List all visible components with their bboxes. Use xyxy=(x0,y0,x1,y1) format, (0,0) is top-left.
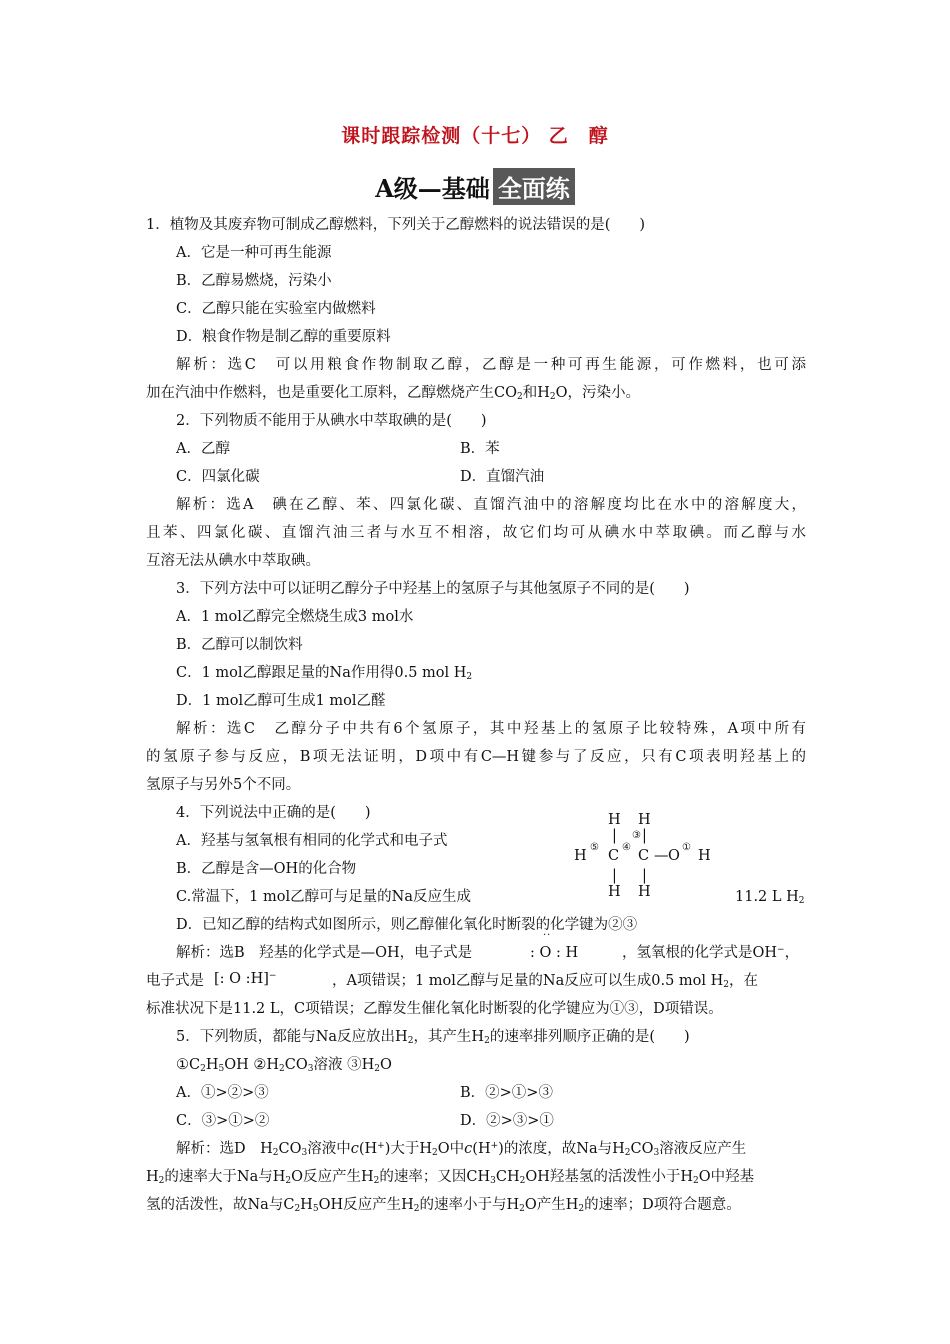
q4-option-c-tail: 11.2 L $H_2$ xyxy=(735,889,805,906)
q1-analysis-line1: 解析：选C 可以用粮食作物制取乙醇，乙醇是一种可再生能源，可作燃料，也可添 xyxy=(176,357,806,373)
level-badge: 全面练 xyxy=(493,168,575,205)
q2-option-c: C．四氯化碳 xyxy=(176,469,260,485)
q1-option-d: D．粮食作物是制乙醇的重要原料 xyxy=(176,329,391,345)
q1-option-b: B．乙醇易燃烧，污染小 xyxy=(176,273,332,289)
q2-option-d: D．直馏汽油 xyxy=(460,469,545,485)
q3-analysis-line3: 氢原子与另外5个不同。 xyxy=(146,777,301,793)
page-title: 课时跟踪检测（十七） 乙 醇 xyxy=(341,125,609,147)
q1-analysis-line2: 加在汽油中作燃料，也是重要化工原料，乙醇燃烧产生$CO_2$和$H_2O$，污染小。 xyxy=(146,385,640,402)
q5-items: $①C_2H_5OH$ $②H_2CO_3$溶液 $③H_2O$ xyxy=(176,1057,392,1074)
q4-option-c: C.常温下，1 mol乙醇可与足量的Na反应生成 xyxy=(176,889,471,905)
q2-option-b: B．苯 xyxy=(460,441,500,457)
q1-stem: 1．植物及其废弃物可制成乙醇燃料，下列关于乙醇燃料的说法错误的是( ) xyxy=(146,217,646,233)
q3-analysis-line1: 解析：选C 乙醇分子中共有6个氢原子，其中羟基上的氢原子比较特殊，A项中所有 xyxy=(176,721,806,737)
q4-analysis-line2a: 电子式是 xyxy=(146,973,204,989)
q2-analysis-line1: 解析：选A 碘在乙醇、苯、四氯化碳、直馏汽油中的溶解度均比在水中的溶解度大， xyxy=(176,497,806,513)
q5-analysis-line3: 氢的活泼性，故Na与$C_2H_5OH$反应产生$H_2$的速率小于与$H_2O$产生$H_2$的速率；D项符合题意。 xyxy=(146,1197,741,1214)
q3-analysis-line2: 的氢原子参与反应，B项无法证明，D项中有C—H键参与了反应，只有C项表明羟基上的 xyxy=(146,749,806,765)
level-prefix: A级—基础 xyxy=(375,174,490,203)
q1-option-a: A．它是一种可再生能源 xyxy=(176,245,332,261)
q5-option-b: B．②>①>③ xyxy=(460,1085,553,1101)
hydroxide-electron-formula: [: O :H]− xyxy=(214,971,277,987)
q4-option-b: B．乙醇是含—OH的化合物 xyxy=(176,861,357,877)
q4-analysis-line1a: 解析：选B 羟基的化学式是—OH，电子式是 xyxy=(176,945,473,961)
q4-option-d: D．已知乙醇的结构式如图所示，则乙醇催化氧化时断裂的化学键为②③ xyxy=(176,917,638,933)
q3-stem: 3．下列方法中可以证明乙醇分子中羟基上的氢原子与其他氢原子不同的是( ) xyxy=(176,581,690,597)
q4-analysis-line2b: ，A项错误；1 mol乙醇与足量的Na反应可以生成0.5 mol $H_2$，在 xyxy=(332,973,759,990)
q2-option-a: A．乙醇 xyxy=(176,441,230,457)
oh-electron-dots-top: ·· xyxy=(543,930,552,941)
q4-analysis-line1b: ，氢氧根的化学式是OH−， xyxy=(622,945,800,961)
q5-option-a: A．①>②>③ xyxy=(176,1085,269,1101)
q3-option-b: B．乙醇可以制饮料 xyxy=(176,637,303,653)
oh-electron-formula: : O : H xyxy=(530,945,579,961)
ethanol-structural-formula: H H | ③ | H ⑤ C ④ C — O ① H | | H H xyxy=(574,812,711,900)
q1-option-c: C．乙醇只能在实验室内做燃料 xyxy=(176,301,376,317)
q4-stem: 4．下列说法中正确的是( ) xyxy=(176,805,371,821)
q5-analysis-line2: $H_2$的速率大于Na与$H_2O$反应产生$H_2$的速率；又因$CH_3CH_2OH$羟基氢的活泼性小于$H_2O$中羟基 xyxy=(146,1169,755,1186)
q4-analysis-line3: 标准状况下是11.2 L，C项错误；乙醇发生催化氧化时断裂的化学键应为①③，D项错误。 xyxy=(146,1001,723,1017)
q5-option-d: D．②>③>① xyxy=(460,1113,554,1129)
q5-stem: 5．下列物质，都能与Na反应放出$H_2$，其产生$H_2$的速率排列顺序正确的是( ) xyxy=(176,1029,690,1046)
q4-option-a: A．羟基与氢氧根有相同的化学式和电子式 xyxy=(176,833,448,849)
q2-analysis-line2: 且苯、四氯化碳、直馏汽油三者与水互不相溶，故它们均可从碘水中萃取碘。而乙醇与水 xyxy=(146,525,806,541)
q3-option-a: A．1 mol乙醇完全燃烧生成3 mol水 xyxy=(176,609,414,625)
q3-option-d: D．1 mol乙醇可生成1 mol乙醛 xyxy=(176,693,386,709)
q5-option-c: C．③>①>② xyxy=(176,1113,270,1129)
q2-analysis-line3: 互溶无法从碘水中萃取碘。 xyxy=(146,553,320,569)
q2-stem: 2．下列物质不能用于从碘水中萃取碘的是( ) xyxy=(176,413,487,429)
level-heading xyxy=(0,168,950,205)
q5-analysis-line1: 解析：选D $H_2CO_3$溶液中c(H+)大于$H_2O$中c(H+)的浓度，故Na与$H_2CO_3$溶液反应产生 xyxy=(176,1141,747,1158)
q3-option-c: C．1 mol乙醇跟足量的Na作用得0.5 mol $H_2$ xyxy=(176,665,473,682)
